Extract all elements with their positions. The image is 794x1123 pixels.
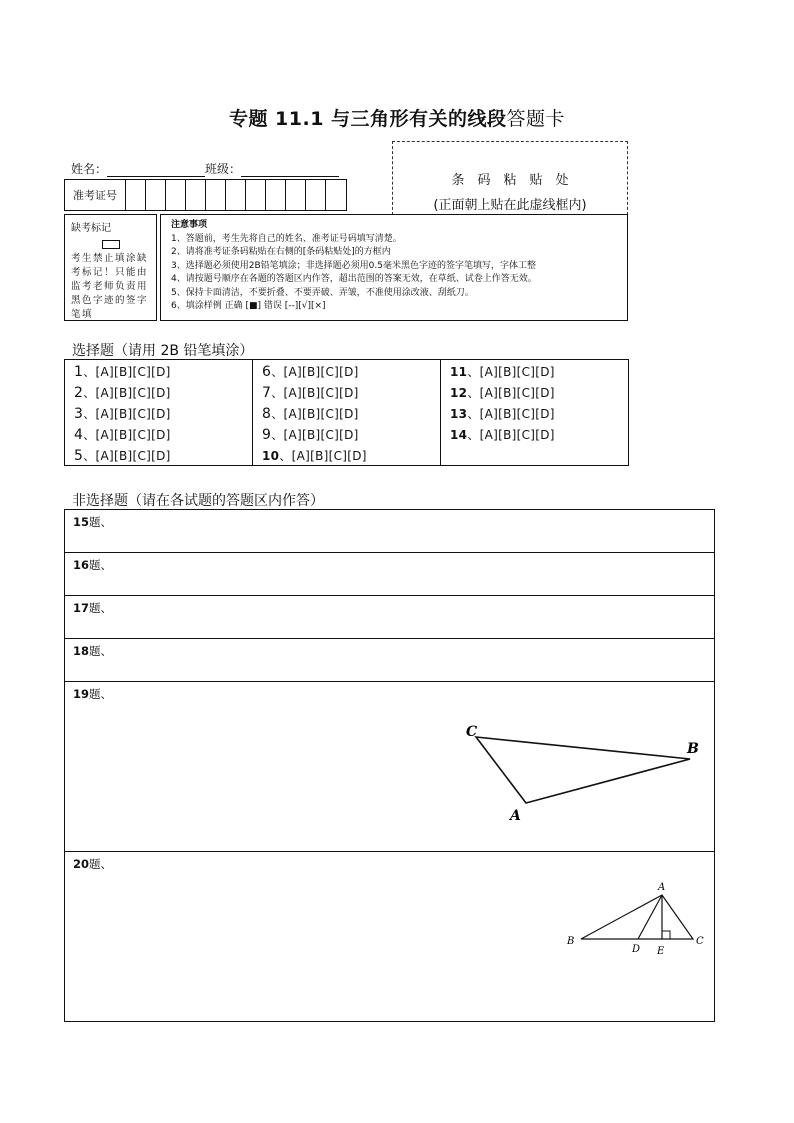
choice-item[interactable]: 1、[A][B][C][D] — [74, 364, 171, 380]
choice-item[interactable]: 6、[A][B][C][D] — [262, 364, 359, 380]
notes-item: 3、选择题必须使用2B铅笔填涂；非选择题必须用0.5毫米黑色字迹的签字笔填写，字体工整 — [171, 260, 536, 271]
choice-column-1 — [65, 360, 253, 465]
answer-area-15[interactable] — [64, 509, 715, 553]
question-label: 18题、 — [73, 644, 113, 658]
notes-item: 1、答题前，考生先将自己的姓名、准考证号码填写清楚。 — [171, 233, 402, 244]
choice-item[interactable]: 14、[A][B][C][D] — [450, 428, 555, 442]
point-label-d: D — [632, 944, 641, 955]
notes-item: 6、填涂样例 正确 [■] 错误 [--][√][×] — [171, 301, 326, 311]
notes-item: 5、保持卡面清洁，不要折叠、不要弄破、弄皱，不准使用涂改液、刮纸刀。 — [171, 287, 474, 298]
choice-item[interactable]: 8、[A][B][C][D] — [262, 406, 359, 422]
triangle-abc — [581, 895, 693, 939]
vertex-label-b: B — [567, 936, 575, 947]
notes-item: 4、请按题号顺序在各题的答题区内作答，超出范围的答案无效，在草纸、试卷上作答无效。 — [171, 274, 537, 284]
answer-area-16[interactable] — [64, 553, 715, 596]
title-main: 专题 11.1 与三角形有关的线段 — [228, 108, 507, 130]
triangle-abc — [476, 737, 690, 803]
absent-mark-checkbox[interactable] — [102, 240, 120, 249]
question-label: 16题、 — [73, 558, 113, 572]
absent-mark-box — [64, 214, 157, 321]
page-title — [0, 104, 794, 131]
answer-area-17[interactable] — [64, 596, 715, 639]
exam-id-cell[interactable] — [306, 180, 326, 210]
vertex-label-c: C — [466, 724, 478, 740]
choice-column-2 — [253, 360, 441, 465]
vertex-label-a: A — [658, 882, 666, 893]
class-field[interactable] — [241, 163, 339, 177]
choice-item[interactable]: 9、[A][B][C][D] — [262, 427, 359, 443]
exam-id-cell[interactable] — [226, 180, 246, 210]
answer-area-19[interactable] — [64, 682, 715, 852]
absent-title: 缺考标记 — [71, 223, 111, 234]
choice-item[interactable]: 11、[A][B][C][D] — [450, 365, 555, 379]
barcode-title: 条码粘贴处 — [451, 173, 582, 188]
point-label-e: E — [657, 946, 665, 957]
vertex-label-b: B — [687, 741, 699, 757]
choice-item[interactable]: 3、[A][B][C][D] — [74, 406, 171, 422]
title-suffix: 答题卡 — [506, 108, 566, 130]
answer-area-20[interactable] — [64, 852, 715, 1022]
triangle-abc-altitude-figure — [563, 878, 713, 960]
exam-id-cell[interactable] — [246, 180, 266, 210]
choice-column-3 — [441, 360, 628, 465]
question-label: 15题、 — [73, 515, 113, 529]
name-field[interactable] — [107, 163, 205, 177]
exam-id-cell[interactable] — [326, 180, 346, 210]
class-label: 班级： — [205, 162, 242, 176]
exam-id-cell[interactable] — [206, 180, 226, 210]
notes-title: 注意事项 — [171, 220, 208, 230]
notes-box — [160, 214, 628, 321]
choice-item[interactable]: 2、[A][B][C][D] — [74, 385, 171, 401]
exam-id-table — [64, 179, 347, 211]
exam-id-cell[interactable] — [126, 180, 146, 210]
barcode-instruction: (正面朝上贴在此虚线框内) — [433, 198, 587, 213]
open-section-title: 非选择题（请在各试题的答题区内作答） — [72, 493, 324, 509]
exam-id-cell[interactable] — [266, 180, 286, 210]
choice-item[interactable]: 7、[A][B][C][D] — [262, 385, 359, 401]
exam-id-cell[interactable] — [166, 180, 186, 210]
exam-id-cell[interactable] — [146, 180, 166, 210]
question-label: 20题、 — [73, 857, 113, 871]
absent-instruction: 考生禁止填涂缺考标记！只能由监考老师负责用黑色字迹的签字笔填 — [71, 253, 149, 320]
choice-answer-table — [64, 359, 629, 466]
choice-item[interactable]: 13、[A][B][C][D] — [450, 407, 555, 421]
question-label: 19题、 — [73, 687, 113, 701]
exam-id-cell[interactable] — [186, 180, 206, 210]
question-label: 17题、 — [73, 601, 113, 615]
triangle-abc-figure — [455, 710, 715, 830]
notes-item: 2、请将准考证条码粘贴在右侧的[条码粘贴处]的方框内 — [171, 247, 391, 257]
vertex-label-a: A — [510, 808, 521, 824]
student-info-row — [71, 160, 339, 177]
choice-item[interactable]: 4、[A][B][C][D] — [74, 427, 171, 443]
right-angle-mark — [662, 931, 670, 939]
answer-area-18[interactable] — [64, 639, 715, 682]
name-label: 姓名： — [71, 162, 108, 176]
barcode-area — [392, 141, 628, 215]
vertex-label-c: C — [696, 936, 704, 947]
choice-item[interactable]: 10、[A][B][C][D] — [262, 449, 367, 463]
choice-item[interactable]: 12、[A][B][C][D] — [450, 386, 555, 400]
choice-item[interactable]: 5、[A][B][C][D] — [74, 448, 171, 464]
exam-id-label: 准考证号 — [65, 180, 126, 210]
exam-id-cell[interactable] — [286, 180, 306, 210]
choice-section-title: 选择题（请用 2B 铅笔填涂） — [72, 343, 254, 359]
